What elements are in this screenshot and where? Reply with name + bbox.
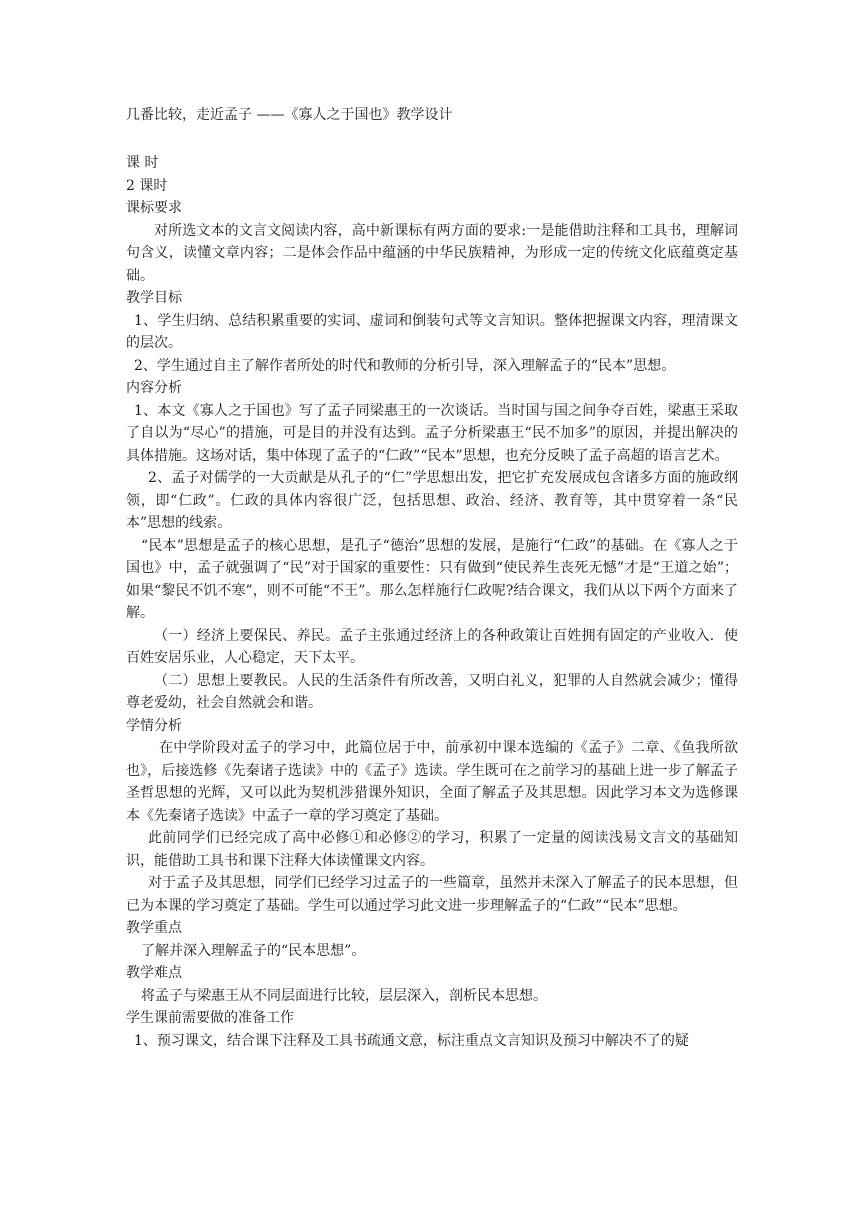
xueqing-paragraph-1: 在中学阶段对孟子的学习中，此篇位居于中，前承初中课本选编的《孟子》二章、《鱼我所欲也》，后接选修《先秦诸子选读》中的《孟子》选读。学生既可在之前学习的基础上进一步了解孟子圣哲思想的光辉，又可以此为契机涉猎课外知识，全面了解孟子及其思想。因此学习本文为选修课本《先秦诸子选读》中孟子一章的学习奠定了基础。 [126, 740, 738, 824]
mubiao-item-2: 2、学生通过自主了解作者所处的时代和教师的分析引导，深入理解孟子的“民本”思想。 [134, 357, 676, 374]
nandian-paragraph: 将孟子与梁惠王从不同层面进行比较，层层深入，剖析民本思想。 [141, 987, 547, 1004]
heading-keshi: 课 时 [126, 155, 159, 171]
xueqing-paragraph-3: 对于孟子及其思想，同学们已经学习过孟子的一些篇章，虽然并未深入了解孟子的民本思想，但已为本课的学习奠定了基础。学生可以通过学习此文进一步理解孟子的“仁政”“民本”思想。 [126, 875, 738, 914]
heading-xueqing: 学情分析 [126, 717, 182, 734]
xueqing-paragraph-2: 此前同学们已经完成了高中必修①和必修②的学习，积累了一定量的阅读浅易文言文的基础知识，能借助工具书和课下注释大体读懂课文内容。 [126, 830, 738, 869]
document-title: 几番比较，走近孟子 ——《寡人之于国也》教学设计 [126, 107, 453, 123]
mubiao-item-1: 1、学生归纳、总结积累重要的实词、虚词和倒装句式等文言知识。整体把握课文内容，理清课文的层次。 [126, 312, 738, 351]
neirong-paragraph-3: “民本”思想是孟子的核心思想，是孔子“德治”思想的发展，是施行“仁政”的基础。在《寡人之于国也》中，孟子就强调了“民”对于国家的重要性：只有做到“使民养生丧死无憾”才是“王道之始”；如果“黎民不饥不寒”，则不可能“不王”。那么怎样施行仁政呢?结合课文，我们从以下两个方面来了解。 [126, 537, 738, 621]
zhunbei-item-1: 1、预习课文，结合课下注释及工具书疏通文意，标注重点文言知识及预习中解决不了的疑 [134, 1032, 689, 1049]
neirong-paragraph-2: 2、孟子对儒学的一大贡献是从孔子的“仁”学思想出发，把它扩充发展成包含诸多方面的施政纲领，即“仁政”。仁政的具体内容很广泛，包括思想、政治、经济、教育等，其中贯穿着一条“民本”思想的线索。 [126, 470, 738, 531]
heading-zhongdian: 教学重点 [126, 920, 182, 936]
document-body [126, 104, 738, 1052]
heading-nandian: 教学难点 [126, 965, 182, 981]
neirong-paragraph-4: （一）经济上要保民、养民。孟子主张通过经济上的各种政策让百姓拥有固定的产业收入．使百姓安居乐业，人心稳定，天下太平。 [126, 627, 738, 666]
heading-zhunbei: 学生课前需要做的准备工作 [126, 1010, 294, 1026]
zhongdian-paragraph: 了解并深入理解孟子的“民本思想”。 [141, 942, 366, 959]
heading-kebiao: 课标要求 [126, 200, 182, 216]
neirong-paragraph-1: 1、本文《寡人之于国也》写了孟子同梁惠王的一次谈话。当时国与国之间争夺百姓，梁惠王采取了自以为“尽心”的措施，可是目的并没有达到。孟子分析梁惠王“民不加多”的原因，并提出解决的具体措施。这场对话，集中体现了孟子的“仁政”“民本”思想，也充分反映了孟子高超的语言艺术。 [126, 402, 738, 464]
kebiao-paragraph: 对所选文本的文言文阅读内容，高中新课标有两方面的要求:一是能借助注释和工具书，理解词句含义，读懂文章内容；二是体会作品中蕴涵的中华民族精神，为形成一定的传统文化底蕴奠定基础。 [126, 222, 738, 284]
heading-neirong: 内容分析 [126, 380, 182, 396]
keshi-value: 2 课时 [126, 177, 168, 194]
neirong-paragraph-5: （二）思想上要教民。人民的生活条件有所改善，又明白礼义，犯罪的人自然就会减少；懂得尊老爱幼，社会自然就会和谐。 [126, 672, 738, 711]
heading-mubiao: 教学目标 [126, 290, 182, 306]
